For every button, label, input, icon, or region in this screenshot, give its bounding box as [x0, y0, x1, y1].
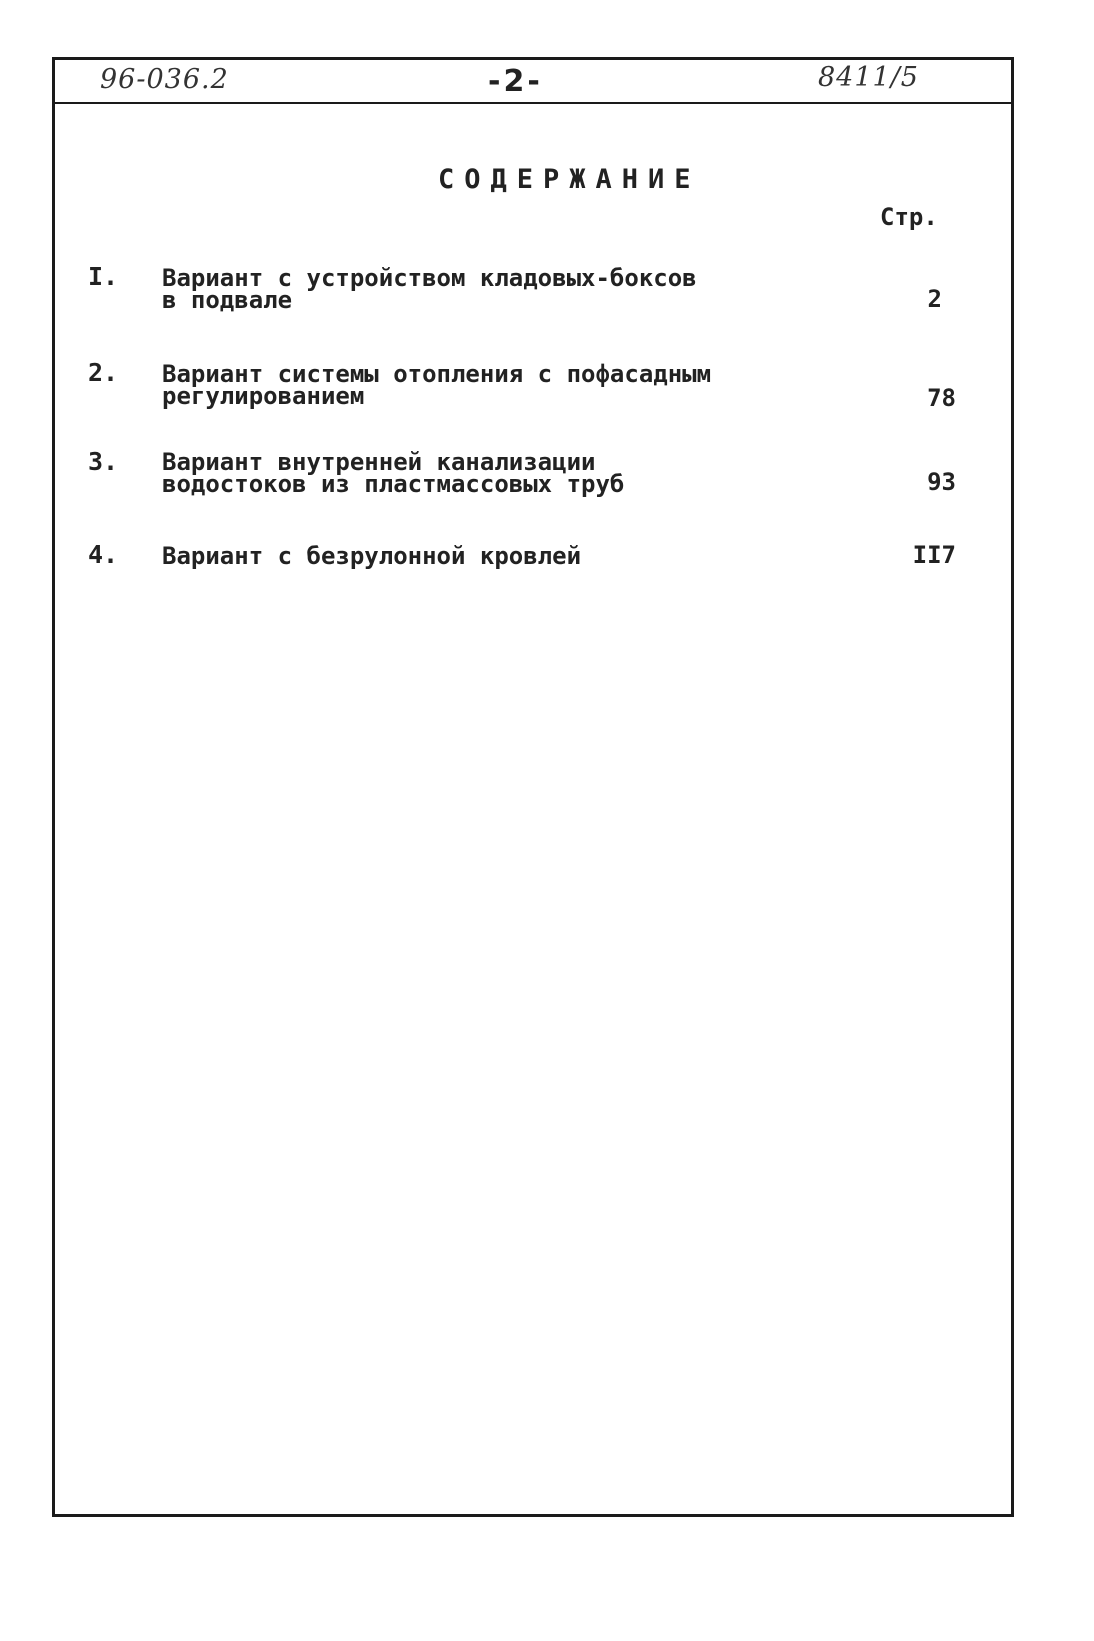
entry-title — [162, 542, 582, 570]
entry-title-line: Вариант внутренней канализации — [162, 448, 596, 476]
entry-title — [162, 264, 697, 314]
document-code: 96-036.2 — [100, 64, 229, 95]
entry-number: 2. — [88, 358, 119, 387]
entry-number: 4. — [88, 540, 119, 569]
entry-title-line: водостоков из пластмассовых труб — [162, 470, 625, 498]
entry-number: I. — [88, 262, 119, 291]
entry-title-line: Вариант с устройством кладовых-боксов — [162, 264, 697, 292]
entry-page: 2 — [927, 285, 942, 313]
page-number: -2- — [488, 64, 543, 99]
entry-page: 93 — [927, 468, 956, 496]
entry-title — [162, 360, 712, 410]
entry-page: II7 — [912, 541, 956, 569]
entry-title-line: Вариант системы отопления с пофасадным — [162, 360, 712, 388]
entry-number: 3. — [88, 447, 119, 476]
page-column-label: Стр. — [880, 203, 938, 231]
entry-title-line: в подвале — [162, 286, 293, 314]
entry-title-line: регулированием — [162, 382, 365, 410]
entry-page: 78 — [927, 384, 956, 412]
inventory-number: 8411/5 — [818, 62, 919, 93]
entry-title — [162, 448, 625, 498]
entry-title-line: Вариант с безрулонной кровлей — [162, 542, 582, 570]
contents-title: СОДЕРЖАНИЕ — [438, 164, 701, 195]
